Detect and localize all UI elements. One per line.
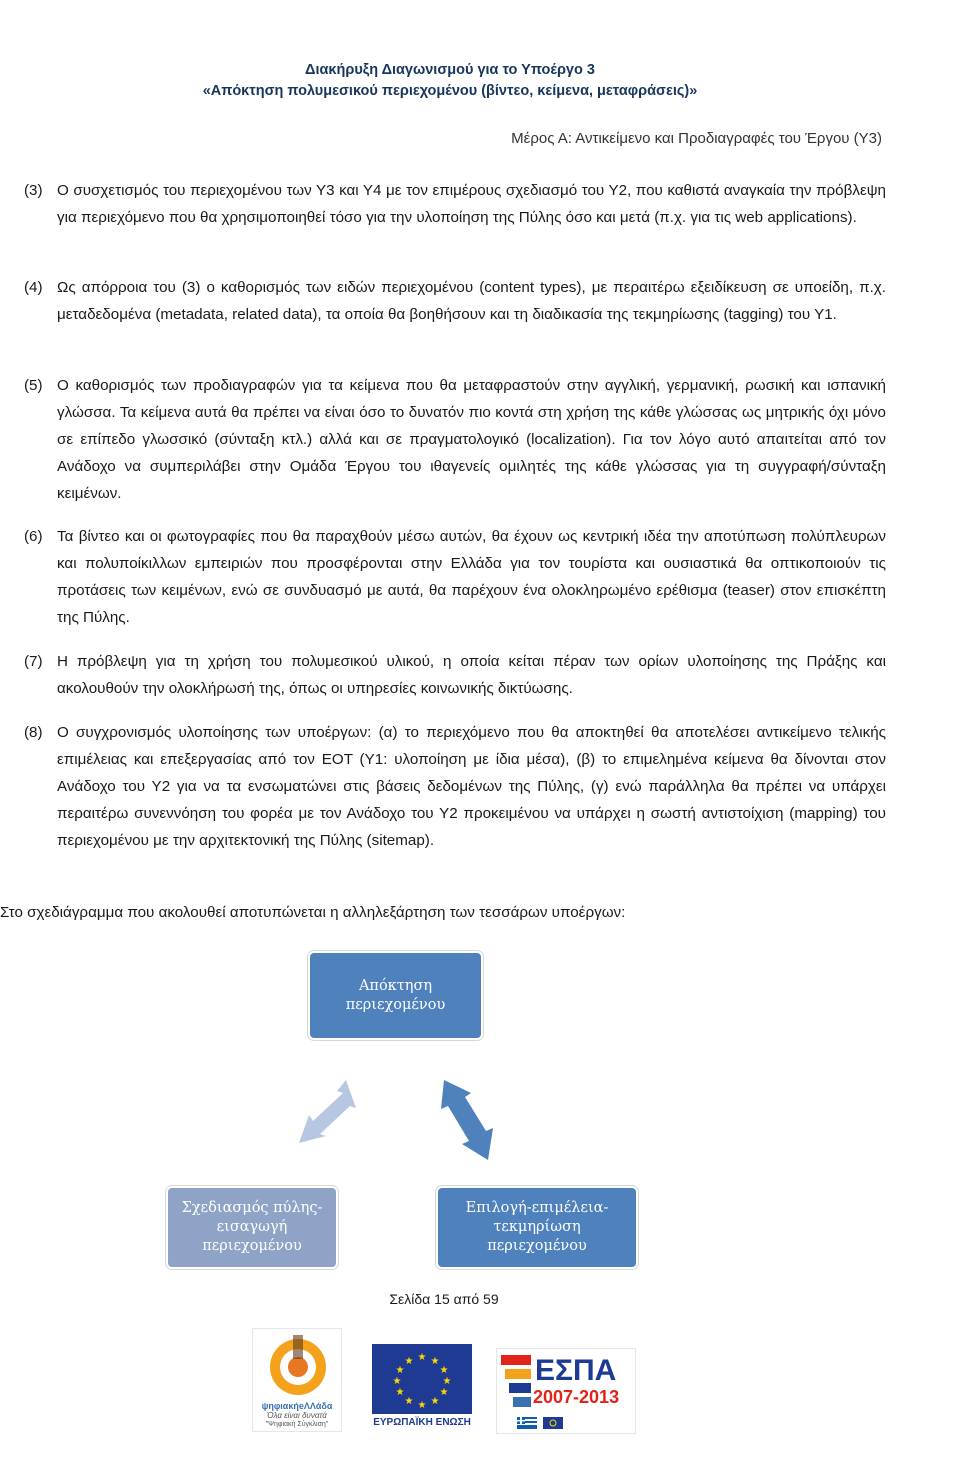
diagram-intro: Στο σχεδιάγραμμα που ακολουθεί αποτυπώνεται η αλληλεξάρτηση των τεσσάρων υποέργων: (0, 904, 626, 921)
box-line: περιεχομένου (202, 1238, 302, 1254)
header-line-1: Διακήρυξη Διαγωνισμού για το Υποέργο 3 (305, 62, 595, 78)
svg-text:★: ★ (430, 1396, 440, 1407)
page-number: Σελίδα 15 από 59 (389, 1291, 499, 1307)
box-line: περιεχομένου (345, 996, 446, 1013)
header-line-2: «Απόκτηση πολυμεσικού περιεχομένου (βίντεο, κείμενα, μεταφράσεις)» (202, 83, 698, 99)
box-line: εισαγωγή (216, 1219, 288, 1235)
item-text: Η πρόβλεψη για τη χρήση του πολυμεσικού υλικού, η οποία κείται πέραν των ορίων υλοποίησης της Πράξης και ακολουθούν την ολοκλήρωσή της, όπως οι υπηρεσίες κοινωνικής δικτύωσης. (57, 653, 886, 697)
logo-title: ψηφιακήeΛΛάδα (261, 1401, 333, 1411)
flags-icon (517, 1415, 617, 1431)
item-number: (6) (24, 528, 43, 545)
item-text: Ο συγχρονισμός υλοποίησης των υποέργων: (α) το περιεχόμενο που θα αποκτηθεί θα αποτελέσει αντικείμενο τελικής επιμέλειας και επεξεργασίας από τον ΕΟΤ (Υ1: υλοποίηση με ίδια μέσα), (β) το επιμελημένα κείμενα θα δίνονται στον Ανάδοχο του Υ2 για να τα ενσωματώνει στις βάσεις δεδομένων της Πύλης, (γ) ενώ παράλληλα θα πρέπει να υπάρχει περαιτέρω συνεννόηση του φορέα με τον Ανάδοχο του Υ2 προκειμένου να υπάρχει η σωστή αντιστοίχιση (mapping) του περιεχομένου με την αρχιτεκτονική της Πύλης (sitemap). (57, 724, 886, 849)
item-number: (5) (24, 377, 43, 394)
svg-text:★: ★ (395, 1387, 405, 1398)
svg-text:★: ★ (439, 1387, 449, 1398)
logo-sub: "Ψηφιακή Σύγκλιση" (265, 1421, 329, 1428)
item-text: Ο καθορισμός των προδιαγραφών για τα κείμενα που θα μεταφραστούν στην αγγλική, γερμανική, ρωσική και ισπανική γλώσσα. Τα κείμενα αυτά θα πρέπει να είναι όσο το δυνατόν πιο κοντά στη χρήση της κάθε γλώσσας ως μητρικής όχι μόνο σε επίπεδο γλωσσικό (σύνταξη κτλ.) αλλά και σε πραγματολογικό (localization). Για τον λόγο αυτό απαιτείται από τον Ανάδοχο να συμπεριλάβει στην Ομάδα Έργου του ιθαγενείς ομιλητές της κάθε γλώσσας για τη συγγραφή/σύνταξη κειμένων. (57, 377, 886, 502)
box-line: Επιλογή-επιμέλεια- (465, 1200, 609, 1216)
box-line: περιεχομένου (487, 1238, 587, 1254)
svg-text:★: ★ (417, 1400, 427, 1411)
logo-years: 2007-2013 (533, 1387, 620, 1407)
svg-text:★: ★ (417, 1352, 427, 1363)
svg-text:★: ★ (430, 1356, 440, 1367)
item-text: Τα βίντεο και οι φωτογραφίες που θα παραχθούν μέσω αυτών, θα έχουν ως κεντρική ιδέα την αποτύπωση πολύπλευρων και πολυποίκιλλων εμπειριών που προσφέρονται στην Ελλάδα για τον τουρίστα και ουσιαστικά θα οπτικοποιούν τις προτάσεις των κειμένων, ενώ σε συνδυασμό με αυτά, θα παρέχουν ένα ολοκληρωμένο ερέθισμα (teaser) στον επισκέπτη της Πύλης. (57, 528, 886, 626)
item-text: Ως απόρροια του (3) ο καθορισμός των ειδών περιεχομένου (content types), με περαιτέρω εξειδίκευση σε υποείδη, π.χ. μεταδεδομένα (metadata, related data), τα οποία θα βοηθήσουν και τη διαδικασία της τεκμηρίωσης (tagging) του Υ1. (57, 279, 886, 323)
digital-greece-emblem-icon (253, 1333, 342, 1401)
svg-text:★: ★ (395, 1365, 405, 1376)
svg-text:★: ★ (392, 1376, 402, 1387)
svg-text:★: ★ (439, 1365, 449, 1376)
svg-text:★: ★ (404, 1396, 414, 1407)
eu-logo (372, 1344, 472, 1436)
item-number: (8) (24, 724, 43, 741)
item-text: Ο συσχετισμός του περιεχομένου των Υ3 και Υ4 με τον επιμέρους σχεδιασμό του Υ2, που καθιστά αναγκαία την πρόβλεψη για περιεχόμενο που θα χρησιμοποιηθεί τόσο για την υλοποίηση της Πύλης όσο και μετά (π.χ. για τις web applications). (57, 182, 886, 226)
espa-logo (496, 1348, 636, 1434)
logo-label: ΕΣΠΑ (535, 1354, 617, 1387)
box-line: τεκμηρίωση (493, 1219, 581, 1235)
logo-label: ΕΥΡΩΠΑΪΚΗ ΕΝΩΣΗ (373, 1417, 471, 1428)
logo-tagline: Όλα είναι δυνατά (267, 1411, 327, 1420)
item-number: (4) (24, 279, 43, 296)
item-number: (7) (24, 653, 43, 670)
section-label: Μέρος Α: Αντικείμενο και Προδιαγραφές του Έργου (Υ3) (511, 130, 882, 147)
item-number: (3) (24, 182, 43, 199)
box-line: Απόκτηση (358, 977, 433, 994)
eu-flag-icon (372, 1344, 472, 1414)
double-arrow-icon (441, 1080, 493, 1160)
svg-text:★: ★ (404, 1356, 414, 1367)
svg-text:★: ★ (442, 1376, 452, 1387)
digital-greece-logo (252, 1328, 342, 1432)
double-arrow-icon (299, 1080, 356, 1143)
box-line: Σχεδιασμός πύλης- (181, 1200, 323, 1216)
